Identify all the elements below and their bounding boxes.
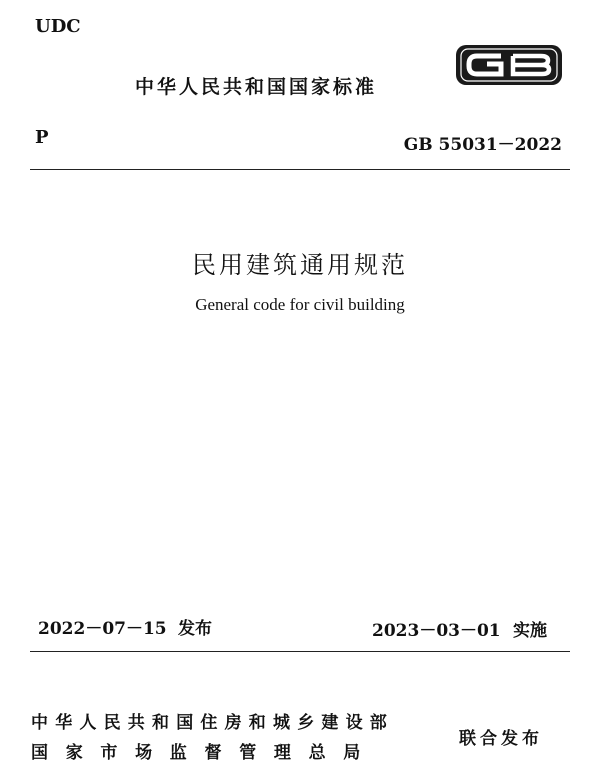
issuer-ministry: 中华人民共和国住房和城乡建设部 xyxy=(31,713,394,733)
title-chinese: 民用建筑通用规范 xyxy=(192,251,408,279)
title-english: General code for civil building xyxy=(195,295,405,314)
standard-number: GB 55031－2022 xyxy=(403,135,562,155)
implementation-label: 实施 xyxy=(513,621,547,641)
top-divider xyxy=(30,169,570,170)
udc-label: UDC xyxy=(35,16,81,37)
classification-code: P xyxy=(35,127,49,148)
release-label: 发布 xyxy=(178,619,212,639)
implementation-date: 2023－03－01 xyxy=(372,621,501,641)
bottom-divider xyxy=(30,651,570,652)
joint-issue-label: 联合发布 xyxy=(459,729,543,749)
release-date: 2022－07－15 xyxy=(38,619,167,639)
national-standard-heading: 中华人民共和国国家标准 xyxy=(135,76,378,98)
gb-logo xyxy=(455,44,563,86)
issuer-administration: 国家市场监督管理总局 xyxy=(31,743,378,763)
